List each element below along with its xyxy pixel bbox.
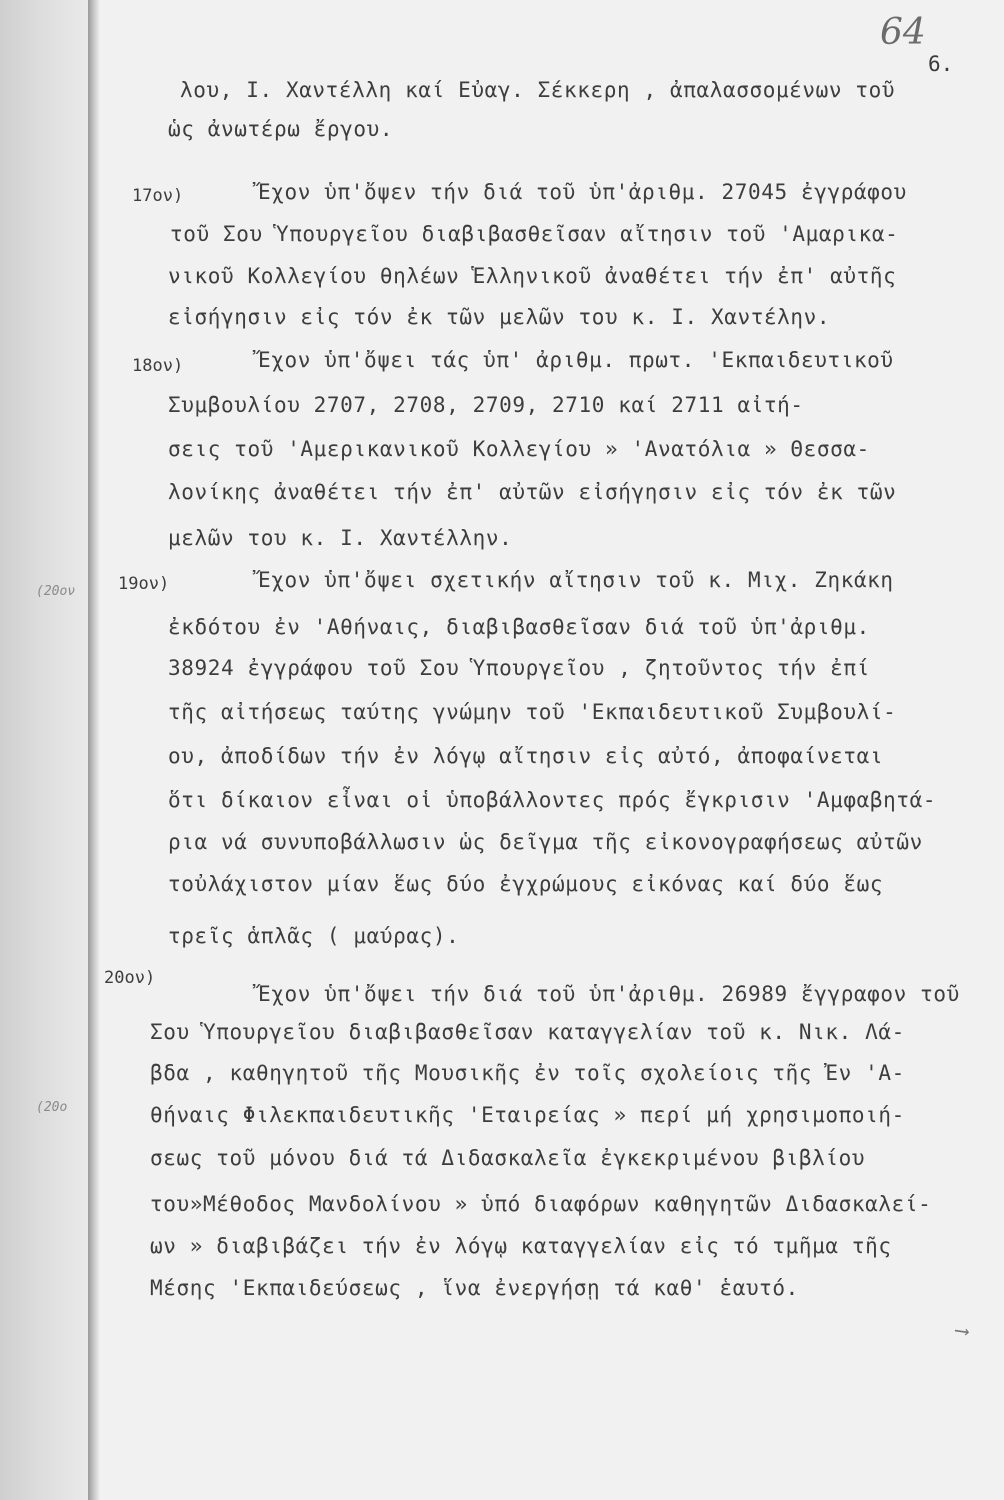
text-line: του»Μέθοδος Μανδολίνου » ὑπό διαφόρων καθηγητῶν Διδασκαλεί- [150, 1192, 932, 1216]
text-line: σεως τοῦ μόνου διά τά Διδασκαλεῖα ἐγκεκριμένου βιβλίου [150, 1146, 866, 1170]
text-line: Μέσης 'Εκπαιδεύσεως , ἵνα ἐνεργήσῃ τά καθ' ἑαυτό. [150, 1276, 799, 1300]
text-line: ου, ἀποδίδων τήν ἐν λόγῳ αἴτησιν εἰς αὐτό, ἀποφαίνεται [168, 744, 884, 768]
text-line: Σου Ὑπουργεῖου διαβιβασθεῖσαν καταγγελίαν τοῦ κ. Νικ. Λά- [150, 1020, 905, 1044]
text-line: τοῦ Σου Ὑπουργεῖου διαβιβασθεῖσαν αἴτησιν τοῦ 'Αμαρικα- [170, 222, 899, 246]
text-line: νικοῦ Κολλεγίου θηλέων Ἑλληνικοῦ ἀναθέτει τήν ἐπ' αὐτῆς [168, 264, 897, 288]
text-line: ἐκδότου ἐν 'Αθήναις, διαβιβασθεῖσαν διά τοῦ ὑπ'ἀριθμ. [168, 615, 870, 639]
typed-page-number: 6. [928, 52, 954, 76]
text-line: τῆς αἰτήσεως ταύτης γνώμην τοῦ 'Εκπαιδευτικοῦ Συμβουλί- [168, 700, 897, 724]
paragraph-number: 18ον) [132, 356, 184, 376]
text-line: Ἔχον ὑπ'ὄψει τάς ὑπ' ἀριθμ. πρωτ. 'Εκπαιδευτικοῦ [258, 348, 894, 372]
book-spine-shadow [0, 0, 96, 1500]
paragraph-number: 19ον) [118, 574, 170, 594]
text-line: ρια νά συνυποβάλλωσιν ὡς δεῖγμα τῆς εἰκονογραφήσεως αὐτῶν [168, 830, 923, 854]
text-line: Συμβουλίου 2707, 2708, 2709, 2710 καί 2711 αἰτή- [168, 393, 804, 417]
text-line: Ἔχον ὑπ'ὄψεν τήν διά τοῦ ὑπ'ἀριθμ. 27045 ἐγγράφου [258, 180, 907, 204]
text-line: Ἔχον ὑπ'ὄψει τήν διά τοῦ ὑπ'ἀριθμ. 26989 ἔγγραφον τοῦ [258, 982, 960, 1006]
text-line: τρεῖς ἁπλᾶς ( μαύρας). [168, 924, 460, 948]
text-line: θήναις Φιλεκπαιδευτικῆς 'Εταιρείας » περί μή χρησιμοποιή- [150, 1103, 905, 1127]
text-line: εἰσήγησιν εἰς τόν ἐκ τῶν μελῶν του κ. Ι. Χαντέλην. [168, 305, 831, 329]
text-line: βδα , καθηγητοῦ τῆς Μουσικῆς ἐν τοῖς σχολείοις τῆς Ἐν 'Α- [150, 1061, 905, 1085]
text-line: ων » διαβιβάζει τήν ἐν λόγῳ καταγγελίαν εἰς τό τμῆμα τῆς [150, 1234, 892, 1258]
margin-mark: (20ον [36, 584, 76, 599]
text-line: ὅτι δίκαιον εἶναι οἱ ὑποβάλλοντες πρός ἔγκρισιν 'Αμφαβητά- [168, 788, 937, 812]
text-line: ὡς ἀνωτέρω ἔργου. [168, 117, 394, 141]
text-line: Ἔχον ὑπ'ὄψει σχετικήν αἴτησιν τοῦ κ. Μιχ. Ζηκάκη [258, 568, 894, 592]
text-line: μελῶν του κ. Ι. Χαντέλλην. [168, 526, 513, 550]
page-edge [88, 0, 100, 1500]
arrow-mark: ⟶ [954, 1317, 970, 1343]
paragraph-number: 17ον) [132, 186, 184, 206]
text-line: 38924 ἐγγράφου τοῦ Σου Ὑπουργεῖου , ζητοῦντος τήν ἐπί [168, 656, 870, 680]
handwritten-page-number: 64 [880, 12, 926, 53]
margin-mark: (20ο [36, 1100, 68, 1115]
text-line: τοὐλάχιστον μίαν ἕως δύο ἐγχρώμους εἰκόνας καί δύο ἕως [168, 872, 884, 896]
text-line: σεις τοῦ 'Αμερικανικοῦ Κολλεγίου » 'Ανατόλια » Θεσσα- [168, 437, 870, 461]
text-line: λου, Ι. Χαντέλλη καί Εὐαγ. Σέκκερη , ἀπαλασσομένων τοῦ [180, 78, 896, 102]
paragraph-number: 20ον) [104, 968, 156, 988]
text-line: λονίκης ἀναθέτει τήν ἐπ' αὐτῶν εἰσήγησιν εἰς τόν ἐκ τῶν [168, 480, 897, 504]
